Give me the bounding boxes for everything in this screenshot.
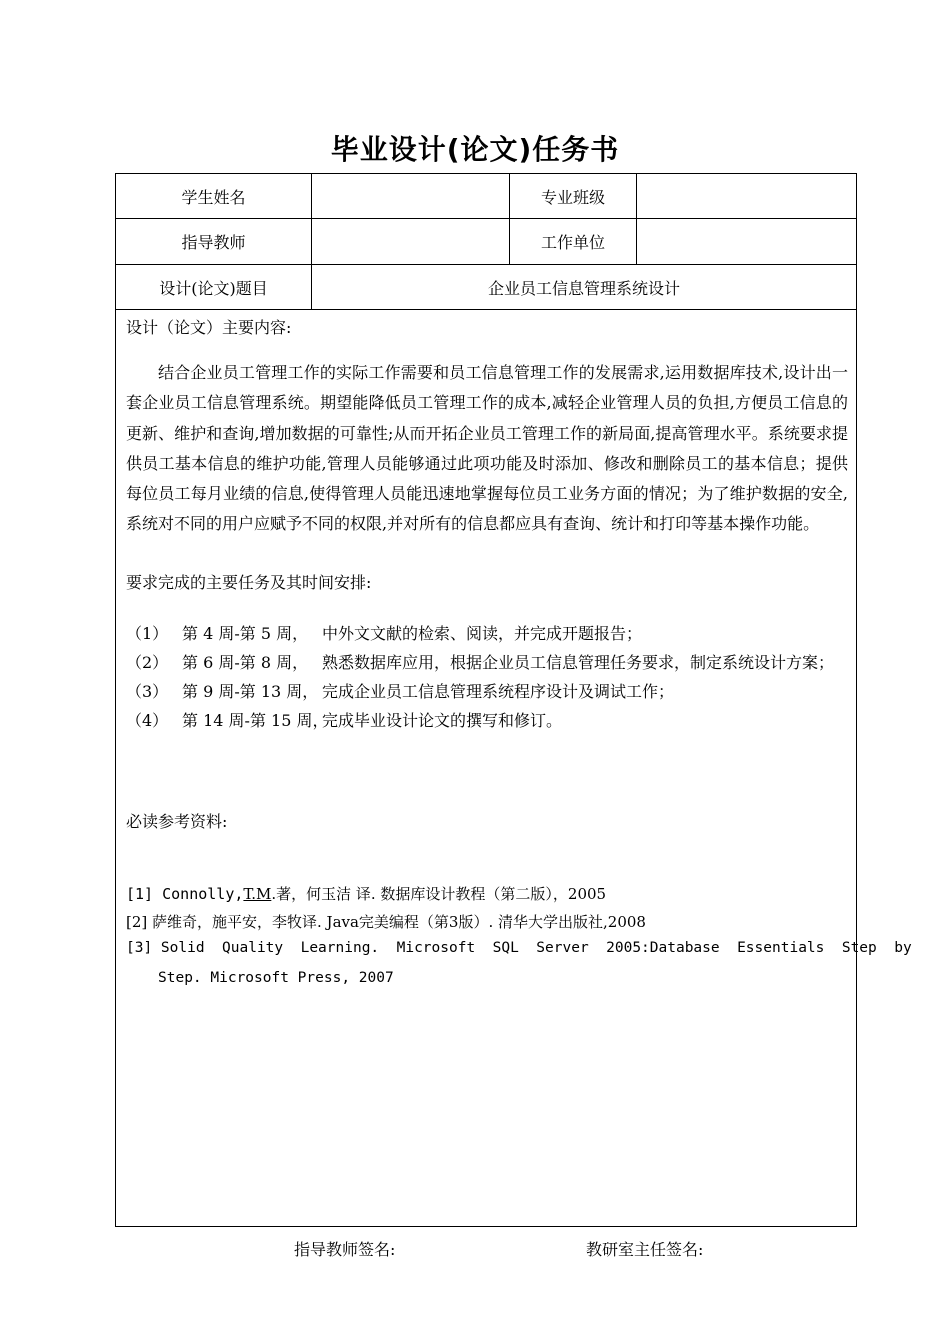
references-heading: 必读参考资料: xyxy=(126,812,228,831)
task-form-table xyxy=(115,173,912,1259)
task-item xyxy=(126,621,642,644)
advisor-label: 指导教师 xyxy=(181,233,246,252)
reference-item: [2] 萨维奇，施平安，李牧译. Java完美编程（第3版）. 清华大学出版社,2008 xyxy=(126,913,646,931)
reference-item-continuation: Step. Microsoft Press, 2007 xyxy=(158,970,394,986)
task-number: （2） xyxy=(126,653,169,672)
form-row-student xyxy=(116,174,856,219)
reference-1-author-initials: T.M xyxy=(243,885,272,903)
student-name-label: 学生姓名 xyxy=(181,187,246,207)
task-number: （3） xyxy=(126,682,169,701)
director-signature-label: 教研室主任签名: xyxy=(586,1240,704,1259)
topic-label: 设计(论文)题目 xyxy=(159,278,268,298)
content-paragraph: 结合企业员工管理工作的实际工作需要和员工信息管理工作的发展需求,运用数据库技术,设计出一套企业员工信息管理系统。期望能降低员工管理工作的成本,减轻企业管理人员的负担,方便员工信息的更新、维护和查询,增加数据的可靠性;从而开拓企业员工管理工作的新局面,提高管理水平。系统要求提供员工基本信息的维护功能,管理人员能够通过此项功能及时添加、修改和删除员工的基本信息；提供每位员工每月业绩的信息,使得管理人员能迅速地掌握每位员工业务方面的情况；为了维护数据的安全,系统对不同的用户应赋予不同的权限,并对所有的信息都应具有查询、统计和打印等基本操作功能。 xyxy=(126,363,848,534)
task-number: （1） xyxy=(126,624,169,643)
advisor-field[interactable] xyxy=(311,219,509,264)
task-description: 熟悉数据库应用，根据企业员工信息管理任务要求，制定系统设计方案； xyxy=(322,653,835,672)
reference-item xyxy=(126,883,606,904)
major-class-label: 专业班级 xyxy=(509,174,636,218)
topic-field[interactable]: 企业员工信息管理系统设计 xyxy=(311,265,856,309)
form-row-advisor xyxy=(116,219,856,265)
content-heading: 设计（论文）主要内容: xyxy=(126,318,292,337)
student-name-field[interactable] xyxy=(311,174,509,218)
document-title: 毕业设计(论文)任务书 xyxy=(330,133,620,166)
task-period: 第 4 周-第 5 周， xyxy=(182,624,309,643)
task-period: 第 14 周-第 15 周， xyxy=(182,711,329,730)
major-class-field[interactable] xyxy=(636,174,856,218)
reference-1-rest: .著，何玉洁 译. 数据库设计教程（第二版），2005 xyxy=(271,885,607,903)
task-period: 第 9 周-第 13 周， xyxy=(182,682,319,701)
work-unit-field[interactable] xyxy=(636,219,856,264)
form-row-topic xyxy=(116,265,856,310)
task-period: 第 6 周-第 8 周， xyxy=(182,653,309,672)
advisor-signature-label: 指导教师签名: xyxy=(294,1240,396,1259)
task-description: 完成企业员工信息管理系统程序设计及调试工作； xyxy=(322,682,675,701)
task-description: 完成毕业设计论文的撰写和修订。 xyxy=(322,711,563,730)
tasks-heading: 要求完成的主要任务及其时间安排: xyxy=(126,573,372,592)
task-item xyxy=(126,650,834,673)
task-description: 中外文文献的检索、阅读，并完成开题报告； xyxy=(322,624,643,643)
reference-1-prefix: [1] Connolly, xyxy=(126,885,244,903)
work-unit-label: 工作单位 xyxy=(509,219,636,264)
reference-item: [3] Solid Quality Learning. Microsoft SQL Server 2005:Database Essentials Step by xyxy=(126,940,912,956)
task-item xyxy=(126,679,674,702)
task-number: （4） xyxy=(126,711,169,730)
task-item xyxy=(126,708,562,731)
